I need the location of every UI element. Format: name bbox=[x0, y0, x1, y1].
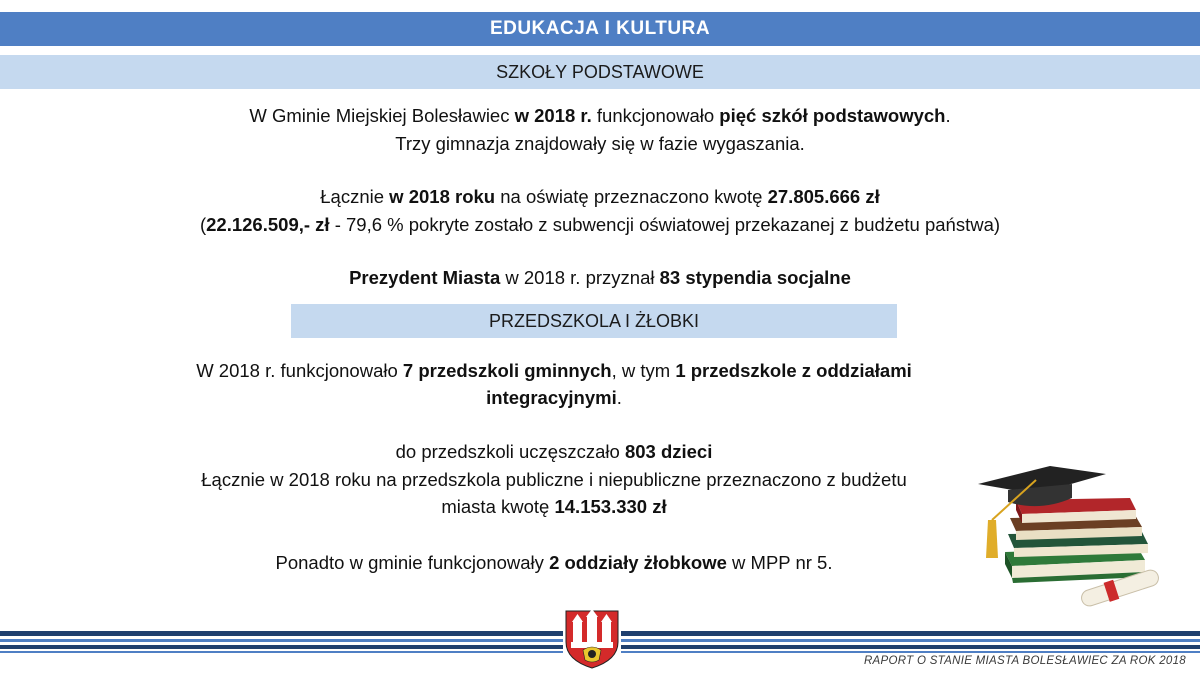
schools-title: SZKOŁY PODSTAWOWE bbox=[496, 61, 704, 82]
schools-line-2: Trzy gimnazja znajdowały się w fazie wygaszania. bbox=[395, 133, 805, 154]
preschools-line-3: do przedszkoli uczęszczało 803 dzieci bbox=[395, 441, 713, 462]
schools-line-1: W Gminie Miejskiej Bolesławiec w 2018 r. funkcjonowało pięć szkół podstawowych. bbox=[249, 105, 951, 126]
preschools-line-1: W 2018 r. funkcjonowało 7 przedszkoli gminnych, w tym 1 przedszkole z oddziałami bbox=[196, 360, 912, 381]
subsection-header-schools bbox=[0, 55, 1200, 89]
preschools-line-6: Ponadto w gminie funkcjonowały 2 oddziały żłobkowe w MPP nr 5. bbox=[275, 552, 833, 573]
preschools-line-2: integracyjnymi. bbox=[486, 387, 622, 408]
section-header-education bbox=[0, 12, 1200, 46]
preschools-title: PRZEDSZKOLA I ŻŁOBKI bbox=[488, 310, 700, 331]
footer-report-title: RAPORT O STANIE MIASTA BOLESŁAWIEC ZA ROK 2018 bbox=[863, 655, 1186, 667]
schools-line-4: (22.126.509,- zł - 79,6 % pokryte zostało z subwencji oświatowej przekazanej z budżetu państwa) bbox=[199, 214, 1001, 235]
preschools-line-4: Łącznie w 2018 roku na przedszkola publiczne i niepubliczne przeznaczono z budżetu bbox=[201, 469, 907, 490]
schools-line-5: Prezydent Miasta w 2018 r. przyznał 83 stypendia socjalne bbox=[349, 267, 851, 288]
subsection-header-preschools bbox=[291, 304, 897, 338]
preschools-line-5: miasta kwotę 14.153.330 zł bbox=[441, 496, 667, 517]
header-title: EDUKACJA I KULTURA bbox=[489, 18, 711, 39]
coat-of-arms-icon bbox=[563, 608, 621, 670]
books-graduation-cap-icon bbox=[970, 460, 1170, 610]
schools-line-3: Łącznie w 2018 roku na oświatę przeznaczono kwotę 27.805.666 zł bbox=[320, 186, 880, 207]
